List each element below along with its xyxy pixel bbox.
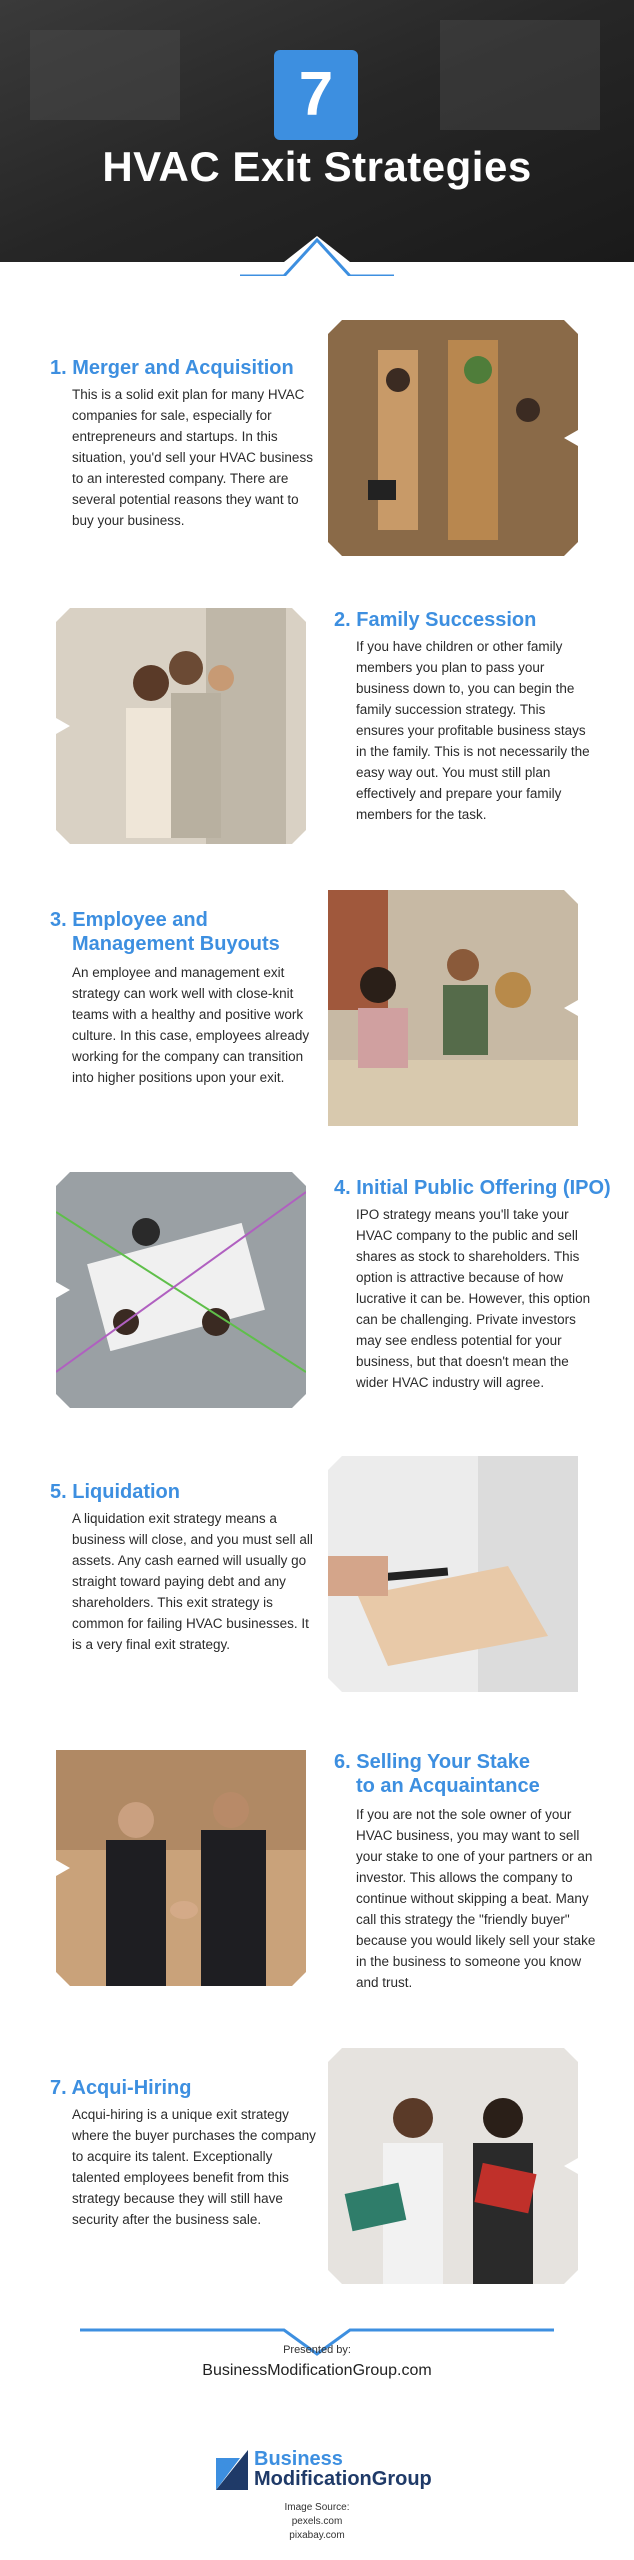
team-meeting-photo [328,890,578,1126]
image-source-label: Image Source: [284,2502,350,2513]
family-photo [56,608,306,844]
section-body: If you have children or other family members you plan to pass your business down to, you can begin the family succession strategy. This ensures your profitable business stays in the family. This is not necessarily the easy way out. You must still plan effectively and prepare your family members for the task. [356,639,590,822]
number-badge: 7 [274,50,358,140]
section-heading-line1: 6. Selling Your Stake [334,1751,530,1773]
section-heading: 2. Family Succession [334,609,537,631]
section-heading: 1. Merger and Acquisition [50,357,294,379]
section-body: IPO strategy means you'll take your HVAC company to the public and sell shares as stock to shareholders. This option is attractive because of how lucrative it can be. However, this option can be challenging. Private investors may see endless potential for your business, but that doesn't mean the wider HVAC industry will agree. [356,1207,591,1390]
presented-by-label: Presented by: [283,2344,351,2356]
section-body: A liquidation exit strategy means a business will close, and you must sell all assets. Any cash earned will usually go straight toward paying debt and any shareholders. This exit strategy is common for failing HVAC businesses. It is a very final exit strategy. [72,1511,313,1652]
header-banner [0,0,634,276]
image-source-pixabay: pixabay.com [289,2530,345,2541]
contract-signing-photo [328,1456,578,1692]
image-source-pexels: pexels.com [291,2516,343,2527]
section-body: This is a solid exit plan for many HVAC companies for sale, especially for entrepreneurs and startups. In this situation, you'd sell your HVAC business to an interested company. There are several potential reasons they want to buy your business. [72,387,313,528]
office-meeting-photo [328,320,578,556]
section-heading: 7. Acqui-Hiring [50,2077,192,2099]
logo-icon [216,2450,248,2490]
section-heading: 4. Initial Public Offering (IPO) [334,1177,611,1199]
section-heading: 5. Liquidation [50,1481,180,1503]
section-body: If you are not the sole owner of your HVAC business, you may want to sell your stake to one of your partners or an investor. This allows the company to continue without skipping a beat. Many call this strategy the "friendly buyer" because you would likely sell your stake in the business to someone you know and trust. [356,1807,596,1990]
logo-text-modificationgroup: ModificationGroup [254,2468,432,2490]
employees-photo [328,2048,578,2284]
logo-text-business: Business [254,2448,343,2470]
website-text: BusinessModificationGroup.com [202,2362,432,2379]
handshake-photo [56,1750,306,1986]
section-heading-line1: 3. Employee and [50,909,208,931]
company-logo [216,2448,432,2492]
section-heading-line2: Management Buyouts [72,933,280,955]
page-title: HVAC Exit Strategies [102,143,532,190]
section-body: An employee and management exit strategy can work well with close-knit teams with a healthy and positive work culture. In this case, employees already working for the company can transition into higher positions upon your exit. [72,965,310,1085]
section-heading-line2: to an Acquaintance [356,1775,540,1797]
section-body: Acqui-hiring is a unique exit strategy where the buyer purchases the company to acquire its talent. Exceptionally talented employees benefit from this strategy because they will still have security after the business sale. [72,2107,316,2227]
office-overhead-photo [56,1172,306,1408]
